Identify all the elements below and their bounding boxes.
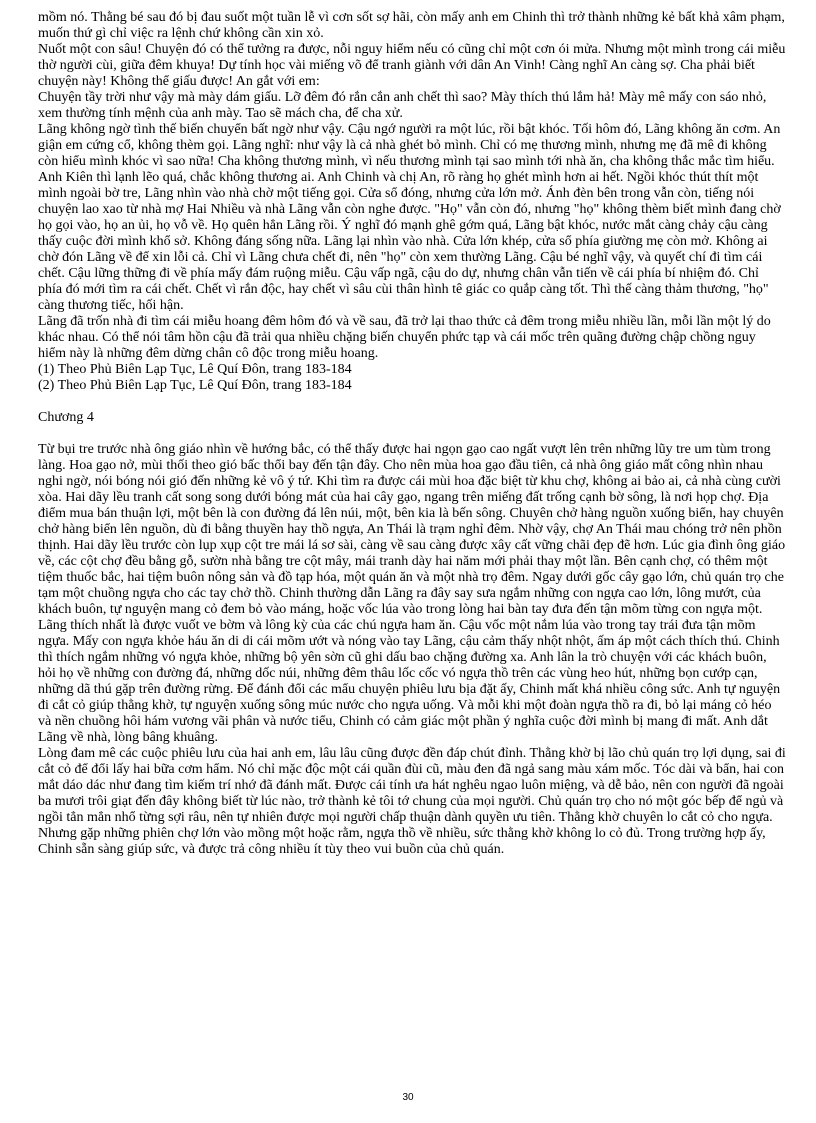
footnote-2: (2) Theo Phủ Biên Lạp Tục, Lê Quí Đôn, trang 183-184 (38, 378, 352, 393)
document-page (38, 10, 786, 858)
paragraph-4: Lãng không ngờ tình thế biến chuyển bất ngờ như vậy. Cậu ngớ người ra một lúc, rồi bật khóc. Tối hôm đó, Lãng không ăn cơm. An giận em cứng cổ, không thèm gọi. Lãng nghĩ: như vậy là cả nhà ghét bỏ mình. Chỉ có mẹ thương mình, nhưng mẹ đã mê đi không còn hiểu mình khóc vì sao nữa! Cha không thương mình, vì nếu thương mình tại sao mình tới nhà ăn, cha không thắc mắc tìm hiểu. Anh Kiên thì lạnh lẽo quá, chắc không thương ai. Anh Chinh và chị An, rõ ràng họ ghét mình hơn ai hết. Ngồi khóc thút thít một mình ngoài bờ tre, Lãng nhìn vào nhà chờ một tiếng gọi. Cửa sổ đóng, nhưng cửa lớn mở. Ánh đèn bên trong vẫn còn, tiếng nói chuyện lao xao từ nhà mợ Hai Nhiều và nhà Lãng vẫn còn nghe được. "Họ" vẫn còn đó, nhưng "họ" không thèm biết mình đang chờ họ gọi vào, họ an ủi, họ vỗ về. Họ quên hẳn Lãng rồi. Ý nghĩ đó mạnh ghê gớm quá, Lãng bật khóc, nước mắt càng chảy cậu càng thấy cuộc đời mình khổ sở. Không đáng sống nữa. Lãng lại nhìn vào nhà. Cửa lớn khép, cửa sổ phía giường mẹ còn mở. Không ai chờ đón Lãng về để xin lỗi cả. Chỉ vì Lãng chưa chết đi, nên "họ" còn xem thường Lãng. Cậu bé nghĩ vậy, và quyết chí đi tìm cái chết. Cậu lững thững đi về phía mấy đám ruộng miễu. Cậu vấp ngã, cậu do dự, nhưng chân vẫn tiến về cái phía bí nhiệm đó. Chỉ phía đó mới tìm ra cái chết. Chết vì rắn độc, hay chết vì sâu cùi thân hình tê giác co quắp càng tốt. Thì thế càng thảm thương, "họ" càng thương tiếc, hối hận. (38, 122, 781, 313)
paragraph-2: Nuốt một con sâu! Chuyện đó có thể tưởng ra được, nỗi nguy hiểm nếu có cũng chỉ một cơn ói mửa. Nhưng một mình trong cái miễu thờ người cùi, giữa đêm khuya! Dự tính học vài miếng võ để tranh giành với dân An Vinh! Càng nghĩ An càng sợ. Cha phải biết chuyện này! Không thể giấu được! An gắt với em: (38, 42, 786, 89)
paragraph-7: Lòng đam mê các cuộc phiêu lưu của hai anh em, lâu lâu cũng được đền đáp chút đỉnh. Thằng khờ bị lão chủ quán trọ lợi dụng, sai đi cắt cỏ để đổi lấy hai bữa cơm hẩm. Nó chỉ mặc độc một cái quần đùi cũ, màu đen đã ngả sang màu xám mốc. Tóc dài và bẩn, hai con mắt dáo dác như đang tìm kiếm trí nhớ đã đánh mất. Được cái tính ưa hát nghêu ngao luôn miệng, và dễ bảo, nên con người đã ngoài ba mươi trôi giạt đến đây không biết từ lúc nào, trở thành kẻ tôi tớ chung của mọi người. Chủ quán trọ cho nó một góc bếp để ngủ và ngồi tẳn mẳn nhổ từng sợi râu, nên tự nhiên được mọi người chấp thuận dành quyền ưu tiên. Thằng khờ chuyên lo cắt cỏ cho ngựa. Nhưng gặp những phiên chợ lớn vào mồng một hoặc rằm, ngựa thồ về nhiều, sức thằng khờ không lo cỏ đủ. Trong trường hợp ấy, Chinh sẵn sàng giúp sức, và được trả công nhiều ít tùy theo vui buồn của chủ quán. (38, 746, 786, 857)
paragraph-3: Chuyện tầy trời như vậy mà mày dám giấu. Lỡ đêm đó rắn cắn anh chết thì sao? Mày thích thú lắm hả! Mày mê mấy con sáo nhỏ, xem thường tính mệnh của anh mày. Tao sẽ mách cha, để cha xử. (38, 90, 767, 121)
chapter-title: Chương 4 (38, 410, 94, 425)
footnote-1: (1) Theo Phủ Biên Lạp Tục, Lê Quí Đôn, trang 183-184 (38, 362, 352, 377)
spacer (38, 426, 786, 442)
paragraph-6: Từ bụi tre trước nhà ông giáo nhìn về hướng bắc, có thể thấy được hai ngọn gạo cao ngất vượt lên trên những lũy tre um tùm trong làng. Hoa gạo nở, mùi thối theo gió bấc thổi bay đến tận đây. Cho nên mùa hoa gạo đầu tiên, cả nhà ông giáo mất công nhìn nhau nghi ngờ, nói bóng nói gió đến những kẻ vô ý tứ. Khi tìm ra được cái mùi hoa đặc biệt từ khu chợ, không ai bảo ai, cả nhà cùng cười xòa. Hai dãy lều tranh cất song song dưới bóng mát của hai cây gạo, ngang trên miếng đất trống cạnh bờ sông, là nơi họp chợ. Địa điểm mua bán thuận lợi, một bên là con đường đá lên núi, một, bên kia là bến sông. Chuyên chở hàng nguồn xuống biển, hay chuyên chở hàng biển lên nguồn, dù đi bằng thuyền hay thồ ngựa, An Thái là trạm nghỉ đêm. Nhờ vậy, chợ An Thái mau chóng trở nên phồn thịnh. Hai dãy lều trước còn lụp xụp cột tre mái lá sơ sài, càng về sau càng được xây cất vững chãi đẹp đẽ hơn. Lúc gia đình ông giáo về, các cột chợ đều bằng gỗ, sườn nhà bằng tre cột mây, mái tranh dày hai năm mới phải thay một lần. Bên cạnh chợ, có thêm một tiệm thuốc bắc, hai tiệm buôn nông sản và đồ tạp hóa, một quán ăn và một nhà trọ đêm. Ngay dưới gốc cây gạo lớn, chủ quán trọ che tạm một chuồng ngựa cho các tay chở thồ. Chinh thường dẫn Lãng ra đây say sưa ngắm những con ngựa cao lớn, lông mướt, của khách buôn, tự nguyện mang cỏ đem bỏ vào máng, hoặc vốc lúa vào trong lòng hai bàn tay đưa đến tận mõm từng con ngựa một. Lãng thích nhất là được vuốt ve bờm và lông kỳ của các chú ngựa ham ăn. Cậu vốc một nắm lúa vào trong tay trái đưa tận mõm ngựa. Mấy con ngựa khỏe háu ăn di di cái mõm ướt và nóng vào tay Lãng, cậu cảm thấy nhột nhột, ấm áp một cách thích thú. Chinh thì thích ngắm những vó ngựa khỏe, những bộ yên sờn cũ ghi dấu bao chặng đường xa. Anh lân la trò chuyện với các khách buôn, hỏi họ về những con đường đá, những dốc núi, những đêm thâu lốc cốc vó ngựa thồ trên các vùng heo hút, những bọn cướp cạn, những dã thú gặp trên đường rừng. Để đánh đổi các mẩu chuyện phiêu lưu bịa đặt ấy, Chinh mất khá nhiều công sức. Anh tự nguyện đi cắt cỏ giúp thằng khờ, tự nguyện xuống sông múc nước cho ngựa uống. Và mỗi khi một đoàn ngựa thồ ra đi, bỏ lại máng cỏ héo và nền chuồng hôi hám vương vãi phân và nước tiểu, Chinh có cảm giác một phần ý nghĩa cuộc đời mình bị mang đi mất. Anh dắt Lãng về nhà, lòng bâng khuâng. (38, 442, 786, 745)
spacer (38, 394, 786, 410)
page-number: 30 (402, 1092, 414, 1103)
paragraph-1: mồm nó. Thằng bé sau đó bị đau suốt một tuần lễ vì cơn sốt sợ hãi, còn mấy anh em Chinh thì trở thành những kẻ bất khả xâm phạm, muốn thứ gì chỉ việc ra lệnh chứ không cần xin xỏ. (38, 10, 785, 41)
paragraph-5: Lãng đã trốn nhà đi tìm cái miễu hoang đêm hôm đó và về sau, đã trở lại thao thức cả đêm trong miễu nhiều lần, mỗi lần một lý do khác nhau. Có thể nói tâm hồn cậu đã trải qua nhiều chặng biến chuyển phức tạp và cái mốc trên quãng đường chập chồng nguy hiểm này là những đêm dừng chân cô độc trong miễu hoang. (38, 314, 771, 361)
